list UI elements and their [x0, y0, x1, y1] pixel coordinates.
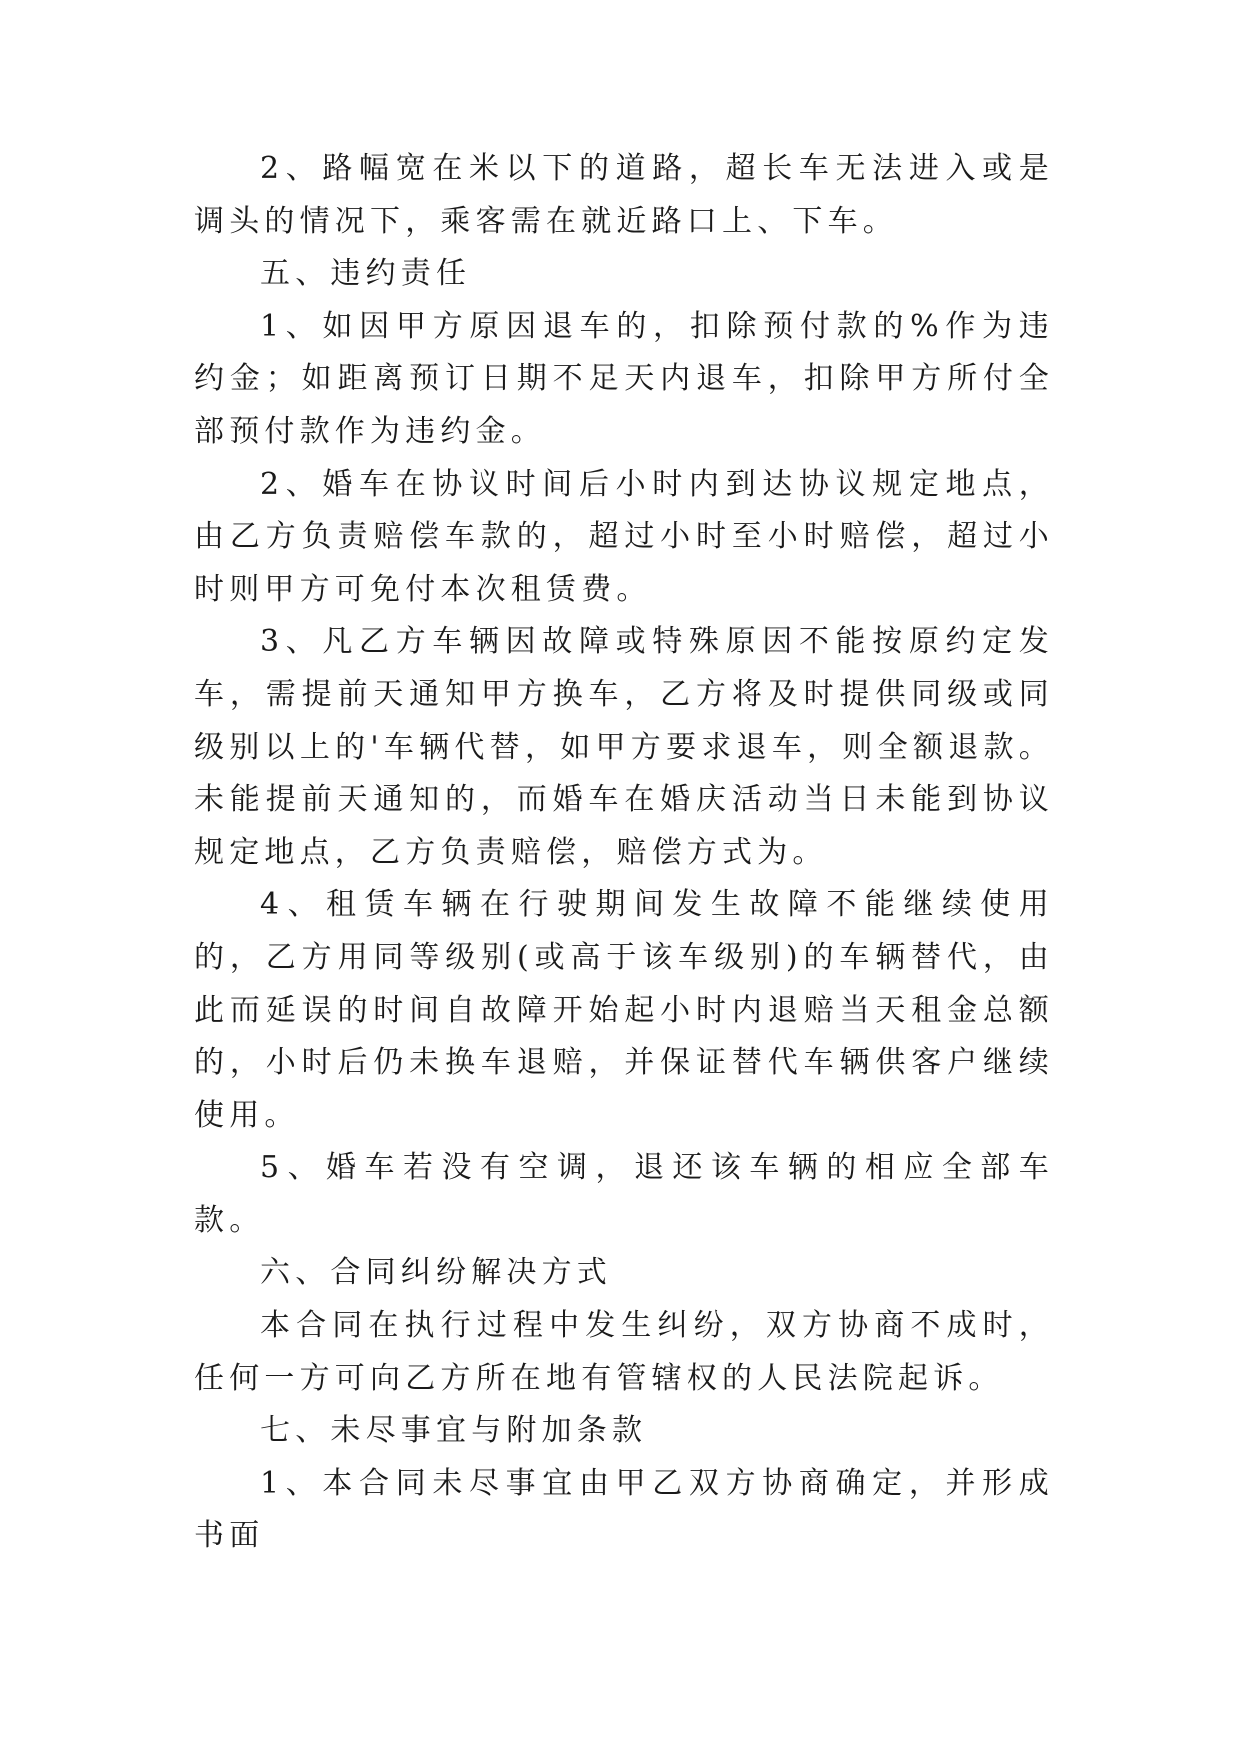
section-heading-dispute-resolution: 六、合同纠纷解决方式 [260, 1255, 612, 1291]
paragraph-breakdown-replacement: 4、租赁车辆在行驶期间发生故障不能继续使用的，乙方用同等级别(或高于该车级别)的车辆替代，由此而延误的时间自故障开始起小时内退赔当天租金总额的，小时后仍未换车退赔，并保证替代车辆供客户继续使用。 [194, 887, 1054, 1133]
paragraph-cancellation-penalty: 1、如因甲方原因退车的，扣除预付款的%作为违约金；如距离预订日期不足天内退车，扣除甲方所付全部预付款作为违约金。 [194, 308, 1054, 449]
paragraph-air-conditioning: 5、婚车若没有空调，退还该车辆的相应全部车款。 [194, 1150, 1054, 1238]
section-heading-breach-liability: 五、违约责任 [260, 256, 472, 292]
paragraph-late-arrival: 2、婚车在协议时间后小时内到达协议规定地点，由乙方负责赔偿车款的，超过小时至小时赔偿，超过小时则甲方可免付本次租赁费。 [194, 466, 1054, 607]
section-heading-additional-terms: 七、未尽事宜与附加条款 [260, 1413, 648, 1449]
paragraph-dispute-court: 本合同在执行过程中发生纠纷，双方协商不成时，任何一方可向乙方所在地有管辖权的人民法院起诉。 [194, 1308, 1054, 1396]
paragraph-road-width: 2、路幅宽在米以下的道路，超长车无法进入或是调头的情况下，乘客需在就近路口上、下车。 [194, 151, 1054, 239]
paragraph-unresolved-matters: 1、本合同未尽事宜由甲乙双方协商确定，并形成书面 [194, 1465, 1054, 1554]
document-page [194, 143, 1054, 1563]
paragraph-vehicle-failure-notice: 3、凡乙方车辆因故障或特殊原因不能按原约定发车，需提前天通知甲方换车，乙方将及时提供同级或同级别以上的'车辆代替，如甲方要求退车，则全额退款。未能提前天通知的，而婚车在婚庆活动当日未能到协议规定地点，乙方负责赔偿，赔偿方式为。 [194, 624, 1054, 870]
